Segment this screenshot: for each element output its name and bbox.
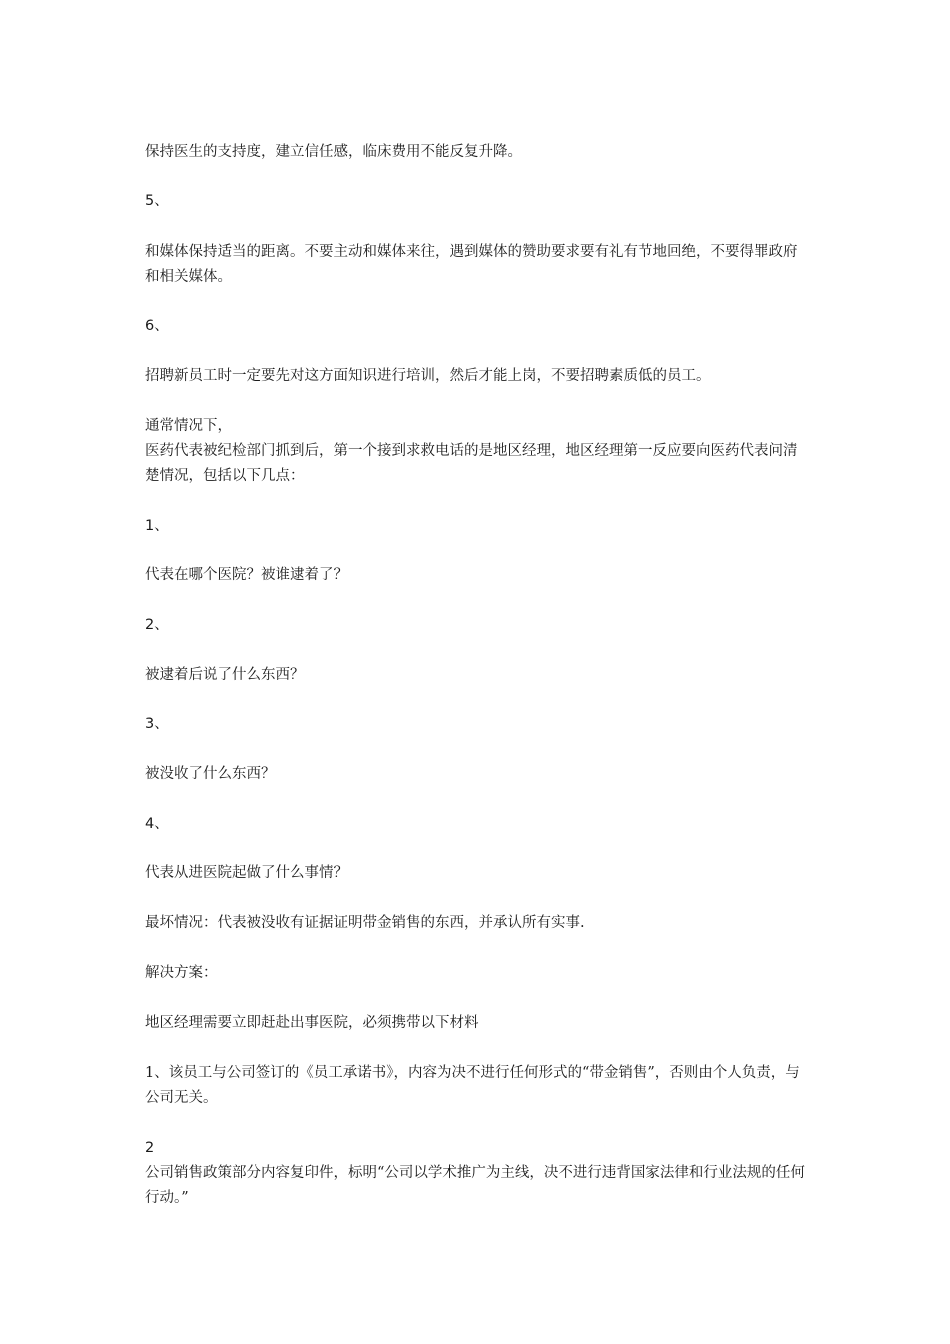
list-number-2b: 2 xyxy=(145,1140,155,1156)
paragraph-employee-pledge: 1、该员工与公司签订的《员工承诺书》，内容为决不进行任何形式的“带金销售”，否则由个人负责，与公司无关。 xyxy=(145,1065,800,1106)
paragraph-what-confiscated: 被没收了什么东西？ xyxy=(145,766,276,782)
paragraph-what-did: 代表从进医院起做了什么事情？ xyxy=(145,865,348,881)
list-number-5: 5、 xyxy=(145,193,169,209)
paragraph-usual-case: 通常情况下， xyxy=(145,418,232,434)
paragraph-what-said: 被逮着后说了什么东西？ xyxy=(145,667,305,683)
list-number-1: 1、 xyxy=(145,518,169,534)
list-number-3: 3、 xyxy=(145,716,169,732)
paragraph-recruit-training: 招聘新员工时一定要先对这方面知识进行培训，然后才能上岗，不要招聘素质低的员工。 xyxy=(145,368,711,384)
paragraph-which-hospital: 代表在哪个医院？被谁逮着了？ xyxy=(145,567,348,583)
list-number-6: 6、 xyxy=(145,318,169,334)
document-page xyxy=(145,0,810,1344)
paragraph-worst-case: 最坏情况：代表被没收有证据证明带金销售的东西，并承认所有实事. xyxy=(145,915,585,931)
paragraph-manager-action: 地区经理需要立即赶赴出事医院，必须携带以下材料 xyxy=(145,1015,479,1031)
paragraph-rep-caught: 医药代表被纪检部门抓到后，第一个接到求救电话的是地区经理，地区经理第一反应要向医药代表问清楚情况，包括以下几点： xyxy=(145,443,798,484)
list-number-4: 4、 xyxy=(145,816,169,832)
paragraph-doctor-support: 保持医生的支持度，建立信任感，临床费用不能反复升降。 xyxy=(145,144,522,160)
paragraph-media-distance: 和媒体保持适当的距离。不要主动和媒体来往，遇到媒体的赞助要求要有礼有节地回绝，不要得罪政府和相关媒体。 xyxy=(145,244,798,285)
paragraph-solution-heading: 解决方案： xyxy=(145,965,218,981)
list-number-2: 2、 xyxy=(145,617,169,633)
paragraph-sales-policy: 公司销售政策部分内容复印件，标明“公司以学术推广为主线，决不进行违背国家法律和行业法规的任何行动。” xyxy=(145,1165,805,1206)
